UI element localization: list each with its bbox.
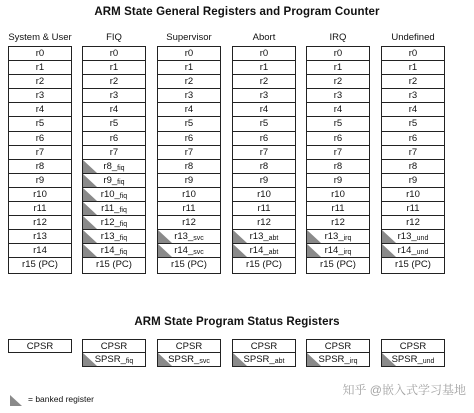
register-label: r12 — [182, 217, 196, 229]
register-label: r11 — [406, 203, 420, 215]
register-cell — [233, 89, 295, 103]
register-label: r3 — [109, 90, 119, 102]
register-label: r5 — [35, 118, 45, 130]
register-cell — [9, 230, 71, 244]
register-label: r6 — [184, 132, 194, 144]
banked-register-cell — [83, 230, 145, 244]
register-label: $r14\__{abt}$ — [249, 245, 279, 257]
register-cell — [9, 244, 71, 258]
register-label: $r14\__{fiq}$ — [100, 245, 128, 257]
register-label: r0 — [333, 48, 343, 59]
register-cell — [83, 75, 145, 89]
register-label: r1 — [35, 62, 45, 74]
register-stack — [306, 46, 370, 274]
cpsr-cell — [306, 339, 370, 353]
register-cell — [382, 132, 444, 146]
status-register-label: $SPSR\__{svc}$ — [168, 354, 210, 365]
register-label: r9 — [35, 174, 45, 186]
register-label: $r13\__{und}$ — [397, 231, 429, 243]
status-registers-title: ARM State Program Status Registers — [134, 316, 340, 328]
register-label: r9 — [333, 174, 343, 186]
register-label: r11 — [257, 203, 271, 215]
status-register-label: CPSR — [324, 341, 352, 352]
register-label: r11 — [33, 203, 47, 215]
register-cell — [9, 202, 71, 216]
banked-marker-icon — [233, 244, 247, 257]
status-register-label: $SPSR\__{und}$ — [391, 354, 435, 365]
mode-column-svc — [157, 31, 221, 274]
register-label: r15 (PC) — [320, 259, 356, 271]
register-label: r1 — [333, 62, 343, 74]
register-label: r7 — [184, 146, 194, 158]
register-label: r7 — [259, 146, 269, 158]
register-cell — [9, 75, 71, 89]
register-cell — [9, 174, 71, 188]
register-cell — [158, 188, 220, 202]
register-label: $r13\__{irq}$ — [324, 231, 352, 243]
register-label: r0 — [35, 48, 45, 59]
register-label: r5 — [408, 118, 418, 130]
register-label: r9 — [408, 174, 418, 186]
cpsr-cell — [157, 339, 221, 353]
status-register-label: $SPSR\__{abt}$ — [243, 354, 285, 365]
register-cell — [382, 146, 444, 160]
register-label: r3 — [333, 90, 343, 102]
banked-marker-icon — [382, 244, 396, 257]
banked-register-cell — [233, 230, 295, 244]
banked-register-cell — [83, 160, 145, 174]
register-cell — [382, 202, 444, 216]
register-label: r0 — [184, 48, 194, 59]
register-label: r11 — [331, 203, 345, 215]
register-cell — [382, 89, 444, 103]
register-cell — [382, 61, 444, 75]
banked-marker-icon — [158, 244, 172, 257]
register-label: r3 — [259, 90, 269, 102]
mode-header: Supervisor — [166, 32, 212, 43]
banked-marker-icon — [382, 230, 396, 243]
register-cell — [307, 103, 369, 117]
banked-marker-icon — [158, 230, 172, 243]
register-cell — [158, 146, 220, 160]
mode-header: Undefined — [391, 32, 435, 43]
register-cell — [158, 174, 220, 188]
register-cell — [9, 117, 71, 131]
register-label: r2 — [184, 76, 194, 88]
register-cell — [307, 174, 369, 188]
register-label: r12 — [331, 217, 345, 229]
status-register-label: CPSR — [175, 341, 203, 352]
register-cell — [233, 258, 295, 272]
register-cell — [307, 89, 369, 103]
status-column-usr — [8, 339, 72, 353]
register-cell — [158, 117, 220, 131]
banked-marker-icon — [382, 353, 396, 366]
register-cell — [307, 132, 369, 146]
register-label: r4 — [109, 104, 119, 116]
register-label: r3 — [184, 90, 194, 102]
banked-register-cell — [382, 244, 444, 258]
register-label: r5 — [259, 118, 269, 130]
register-cell — [83, 146, 145, 160]
banked-register-cell — [382, 230, 444, 244]
register-label: r9 — [259, 174, 269, 186]
register-label: r2 — [35, 76, 45, 88]
register-label: $r8\__{fiq}$ — [103, 160, 125, 172]
register-cell — [9, 258, 71, 272]
cpsr-cell — [8, 339, 72, 353]
register-cell — [307, 117, 369, 131]
register-cell — [307, 146, 369, 160]
status-register-label: $SPSR\__{fiq}$ — [94, 354, 134, 365]
register-label: r12 — [406, 217, 420, 229]
register-cell — [307, 216, 369, 230]
register-label: r15 (PC) — [22, 259, 58, 271]
register-cell — [233, 103, 295, 117]
banked-marker-icon — [83, 216, 97, 229]
register-cell — [233, 146, 295, 160]
spsr-cell — [381, 353, 445, 367]
register-label: r10 — [33, 188, 47, 200]
register-label: r6 — [109, 132, 119, 144]
banked-marker-icon — [83, 202, 97, 215]
banked-marker-icon — [307, 244, 321, 257]
banked-register-cell — [83, 188, 145, 202]
register-cell — [9, 61, 71, 75]
register-cell — [307, 188, 369, 202]
register-label: $r13\__{fiq}$ — [100, 231, 128, 243]
register-cell — [307, 47, 369, 61]
register-label: r1 — [259, 62, 269, 74]
register-label: $r11\__{fiq}$ — [101, 203, 127, 215]
register-label: $r9\__{fiq}$ — [103, 174, 125, 186]
register-cell — [382, 258, 444, 272]
register-label: r2 — [109, 76, 119, 88]
banked-marker-icon — [83, 353, 97, 366]
register-cell — [233, 160, 295, 174]
register-label: r4 — [408, 104, 418, 116]
register-label: r4 — [35, 104, 45, 116]
register-cell — [307, 258, 369, 272]
banked-register-cell — [307, 230, 369, 244]
register-label: r8 — [408, 160, 418, 172]
register-cell — [158, 89, 220, 103]
register-cell — [9, 146, 71, 160]
status-register-label: $SPSR\__{irq}$ — [318, 354, 358, 365]
register-label: r2 — [408, 76, 418, 88]
legend — [10, 392, 94, 406]
banked-register-cell — [233, 244, 295, 258]
register-label: $r14\__{und}$ — [397, 245, 429, 257]
banked-register-cell — [83, 244, 145, 258]
register-cell — [233, 188, 295, 202]
banked-register-cell — [158, 244, 220, 258]
register-cell — [233, 47, 295, 61]
mode-column-fiq — [82, 31, 146, 274]
legend-label: = banked register — [28, 394, 94, 404]
register-cell — [382, 188, 444, 202]
spsr-cell — [82, 353, 146, 367]
register-cell — [158, 61, 220, 75]
register-cell — [83, 258, 145, 272]
status-column-fiq — [82, 339, 146, 367]
banked-marker-icon — [233, 230, 247, 243]
register-label: r8 — [259, 160, 269, 172]
register-label: r4 — [333, 104, 343, 116]
register-cell — [158, 75, 220, 89]
register-cell — [382, 216, 444, 230]
register-label: $r14\__{irq}$ — [324, 245, 352, 257]
register-cell — [158, 160, 220, 174]
register-label: r4 — [184, 104, 194, 116]
register-label: r10 — [257, 188, 271, 200]
mode-column-und — [381, 31, 445, 274]
register-cell — [83, 117, 145, 131]
register-cell — [382, 117, 444, 131]
register-label: r1 — [109, 62, 119, 74]
register-stack — [82, 46, 146, 274]
register-label: r0 — [259, 48, 269, 59]
status-register-label: CPSR — [399, 341, 427, 352]
banked-register-cell — [83, 202, 145, 216]
register-label: r1 — [184, 62, 194, 74]
register-cell — [158, 202, 220, 216]
mode-column-abt — [232, 31, 296, 274]
mode-column-usr — [8, 31, 72, 274]
register-cell — [233, 216, 295, 230]
banked-register-cell — [83, 216, 145, 230]
register-label: r0 — [408, 48, 418, 59]
register-label: $r13\__{abt}$ — [249, 231, 279, 243]
register-stack — [232, 46, 296, 274]
register-cell — [158, 132, 220, 146]
register-label: r2 — [333, 76, 343, 88]
register-cell — [9, 188, 71, 202]
banked-register-cell — [158, 230, 220, 244]
register-cell — [9, 160, 71, 174]
register-label: r6 — [408, 132, 418, 144]
register-cell — [9, 216, 71, 230]
banked-marker-icon — [307, 230, 321, 243]
banked-marker-icon — [10, 394, 24, 406]
register-cell — [83, 89, 145, 103]
register-label: r5 — [184, 118, 194, 130]
register-stack — [381, 46, 445, 274]
register-label: r10 — [331, 188, 345, 200]
register-cell — [307, 61, 369, 75]
banked-marker-icon — [83, 230, 97, 243]
register-cell — [9, 47, 71, 61]
register-cell — [307, 160, 369, 174]
register-label: r3 — [408, 90, 418, 102]
banked-register-cell — [307, 244, 369, 258]
cpsr-cell — [381, 339, 445, 353]
register-label: r3 — [35, 90, 45, 102]
register-cell — [233, 132, 295, 146]
register-label: r4 — [259, 104, 269, 116]
register-label: r15 (PC) — [171, 259, 207, 271]
register-label: r8 — [333, 160, 343, 172]
register-cell — [382, 75, 444, 89]
register-stack — [157, 46, 221, 274]
register-cell — [233, 202, 295, 216]
register-label: r7 — [109, 146, 119, 158]
register-stack — [8, 46, 72, 274]
register-cell — [307, 202, 369, 216]
register-label: r5 — [333, 118, 343, 130]
status-column-svc — [157, 339, 221, 367]
register-label: r15 (PC) — [246, 259, 282, 271]
spsr-cell — [157, 353, 221, 367]
register-label: r8 — [35, 160, 45, 172]
register-cell — [9, 103, 71, 117]
general-registers-title: ARM State General Registers and Program Counter — [94, 6, 380, 18]
register-label: r1 — [408, 62, 418, 74]
cpsr-cell — [232, 339, 296, 353]
register-cell — [233, 117, 295, 131]
banked-marker-icon — [233, 353, 247, 366]
register-cell — [382, 103, 444, 117]
status-register-label: CPSR — [26, 341, 54, 352]
banked-marker-icon — [158, 353, 172, 366]
register-cell — [83, 61, 145, 75]
register-label: r0 — [109, 48, 119, 59]
banked-marker-icon — [83, 174, 97, 187]
register-label: r15 (PC) — [395, 259, 431, 271]
register-label: $r14\__{svc}$ — [174, 245, 204, 257]
register-label: r12 — [33, 217, 47, 229]
register-cell — [382, 160, 444, 174]
register-label: r15 (PC) — [96, 259, 132, 271]
register-cell — [382, 174, 444, 188]
register-label: r2 — [259, 76, 269, 88]
mode-header: IRQ — [329, 32, 347, 43]
register-label: $r12\__{fiq}$ — [100, 217, 128, 229]
banked-register-cell — [83, 174, 145, 188]
mode-header: System & User — [8, 32, 72, 43]
spsr-cell — [232, 353, 296, 367]
register-label: r11 — [182, 203, 196, 215]
register-label: r13 — [33, 231, 47, 243]
register-label: r7 — [333, 146, 343, 158]
register-cell — [233, 75, 295, 89]
register-cell — [9, 89, 71, 103]
status-column-und — [381, 339, 445, 367]
status-column-irq — [306, 339, 370, 367]
banked-marker-icon — [83, 188, 97, 201]
spsr-cell — [306, 353, 370, 367]
register-cell — [83, 103, 145, 117]
mode-header: FIQ — [106, 32, 122, 43]
register-cell — [307, 75, 369, 89]
register-label: r7 — [35, 146, 45, 158]
register-label: r14 — [33, 245, 47, 257]
register-label: $r10\__{fiq}$ — [100, 188, 128, 200]
register-label: r10 — [406, 188, 420, 200]
register-cell — [158, 103, 220, 117]
register-cell — [233, 61, 295, 75]
status-column-abt — [232, 339, 296, 367]
status-register-label: CPSR — [100, 341, 128, 352]
register-cell — [158, 47, 220, 61]
watermark: 知乎 @嵌入式学习基地 — [342, 383, 466, 397]
register-label: r5 — [109, 118, 119, 130]
register-label: r8 — [184, 160, 194, 172]
register-cell — [233, 174, 295, 188]
cpsr-cell — [82, 339, 146, 353]
register-label: r9 — [184, 174, 194, 186]
register-label: r6 — [35, 132, 45, 144]
status-register-label: CPSR — [250, 341, 278, 352]
register-cell — [83, 47, 145, 61]
register-cell — [382, 47, 444, 61]
banked-marker-icon — [83, 244, 97, 257]
register-label: r10 — [182, 188, 196, 200]
banked-marker-icon — [83, 160, 97, 173]
register-label: r6 — [333, 132, 343, 144]
banked-marker-icon — [307, 353, 321, 366]
register-cell — [158, 258, 220, 272]
register-label: r12 — [257, 217, 271, 229]
register-label: $r13\__{svc}$ — [174, 231, 204, 243]
register-cell — [158, 216, 220, 230]
register-cell — [83, 132, 145, 146]
mode-column-irq — [306, 31, 370, 274]
register-cell — [9, 132, 71, 146]
register-label: r7 — [408, 146, 418, 158]
register-label: r6 — [259, 132, 269, 144]
mode-header: Abort — [252, 32, 276, 43]
